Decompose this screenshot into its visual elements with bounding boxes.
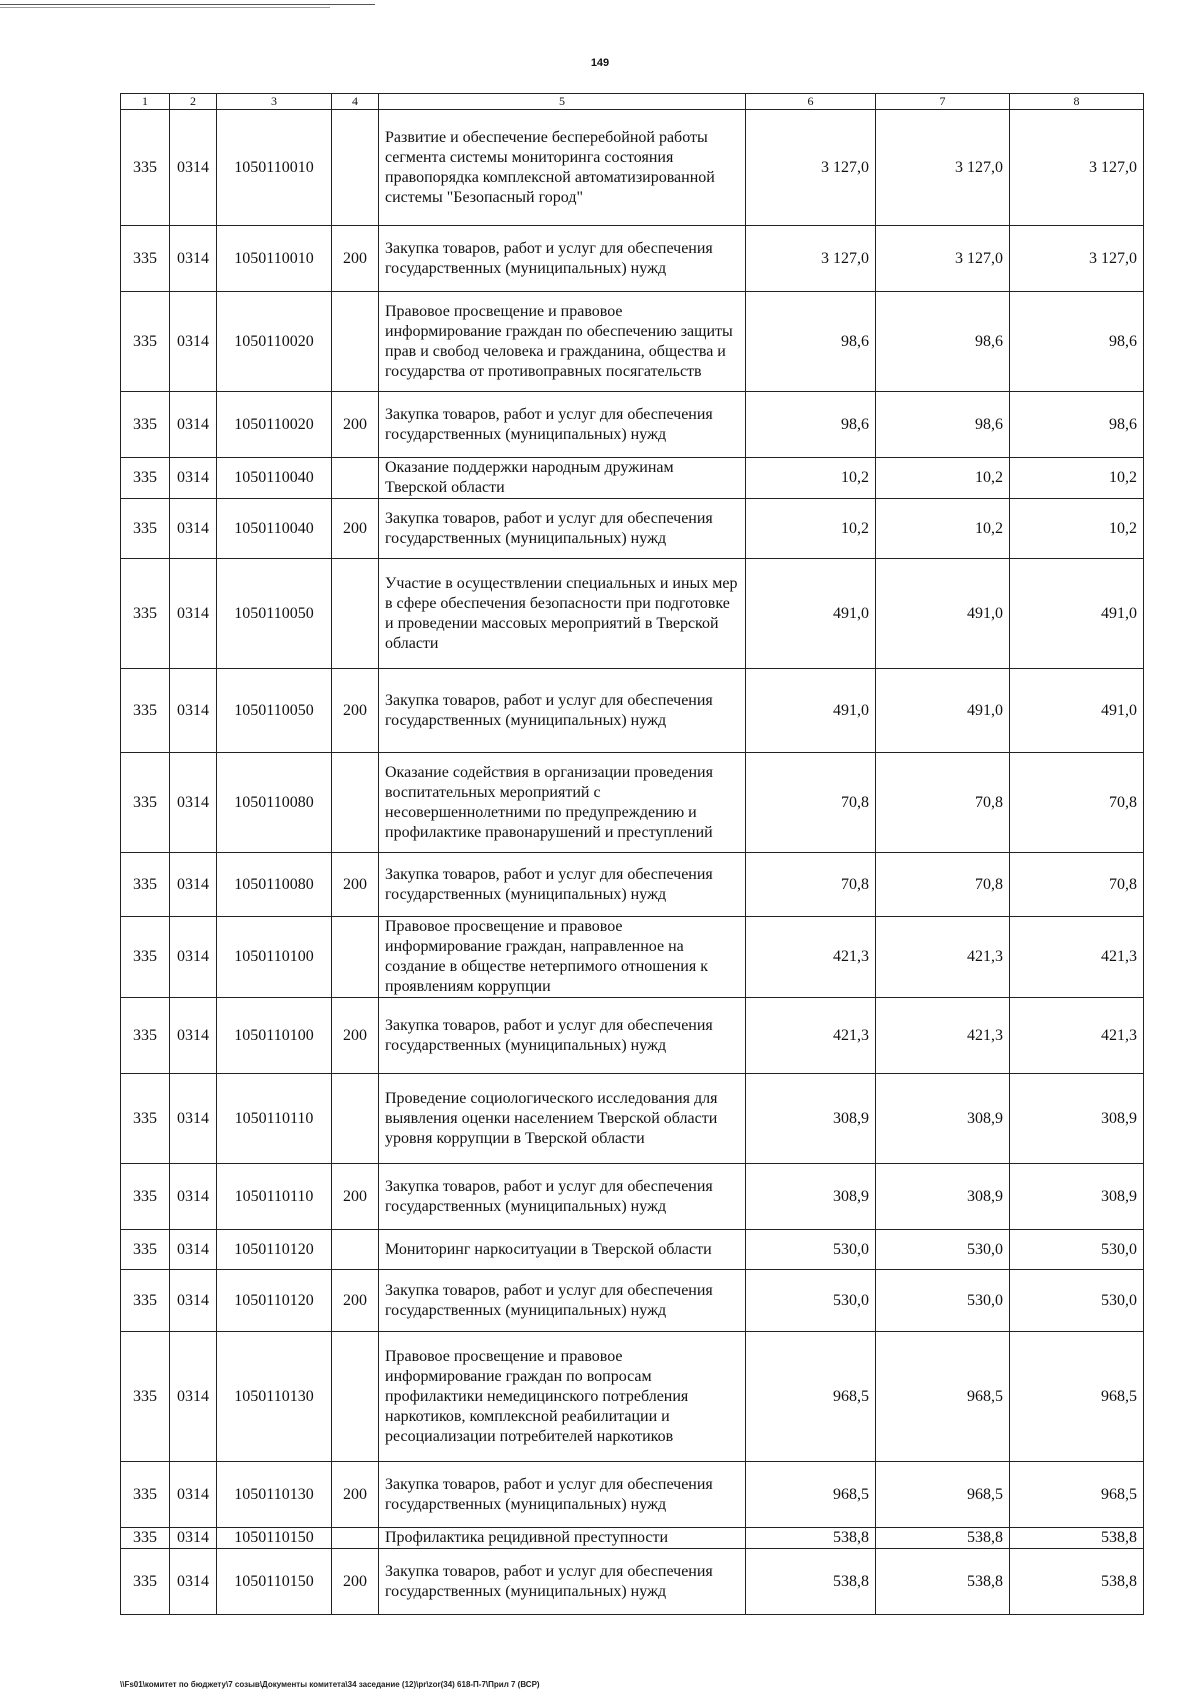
cell-amount-year3: 3 127,0: [1010, 226, 1144, 292]
cell-amount-year3: 70,8: [1010, 853, 1144, 917]
column-header: 2: [170, 94, 217, 110]
cell-form-code: 335: [121, 669, 170, 753]
cell-description: Закупка товаров, работ и услуг для обеспечения государственных (муниципальных) нужд: [379, 998, 746, 1074]
cell-amount-year1: 10,2: [746, 458, 876, 499]
table-body: [121, 110, 1144, 1615]
cell-section-code: 0314: [170, 1462, 217, 1528]
cell-section-code: 0314: [170, 1074, 217, 1164]
column-header: 4: [332, 94, 379, 110]
cell-target-article: 1050110040: [217, 458, 332, 499]
cell-description: Правовое просвещение и правовое информирование граждан по обеспечению защиты прав и свобод человека и гражданина, общества и государства от противоправных посягательств: [379, 292, 746, 392]
cell-expense-type: 200: [332, 499, 379, 559]
cell-section-code: 0314: [170, 1270, 217, 1332]
cell-amount-year2: 10,2: [876, 458, 1010, 499]
cell-description: Проведение социологического исследования для выявления оценки населением Тверской области уровня коррупции в Тверской области: [379, 1074, 746, 1164]
table-row: [121, 1549, 1144, 1615]
cell-description: Закупка товаров, работ и услуг для обеспечения государственных (муниципальных) нужд: [379, 853, 746, 917]
cell-section-code: 0314: [170, 917, 217, 998]
cell-amount-year2: 10,2: [876, 499, 1010, 559]
header-row: [121, 94, 1144, 110]
cell-section-code: 0314: [170, 1549, 217, 1615]
cell-expense-type: [332, 292, 379, 392]
cell-form-code: 335: [121, 1462, 170, 1528]
cell-target-article: 1050110050: [217, 559, 332, 669]
cell-target-article: 1050110010: [217, 226, 332, 292]
table-row: [121, 559, 1144, 669]
cell-section-code: 0314: [170, 110, 217, 226]
table-row: [121, 1528, 1144, 1549]
cell-form-code: 335: [121, 1270, 170, 1332]
cell-expense-type: [332, 1074, 379, 1164]
cell-amount-year2: 968,5: [876, 1332, 1010, 1462]
cell-amount-year1: 308,9: [746, 1074, 876, 1164]
cell-amount-year2: 530,0: [876, 1270, 1010, 1332]
cell-amount-year1: 491,0: [746, 559, 876, 669]
cell-amount-year1: 421,3: [746, 917, 876, 998]
table-row: [121, 853, 1144, 917]
cell-description: Развитие и обеспечение бесперебойной работы сегмента системы мониторинга состояния правопорядка комплексной автоматизированной системы "Безопасный город": [379, 110, 746, 226]
cell-expense-type: 200: [332, 998, 379, 1074]
cell-amount-year3: 10,2: [1010, 499, 1144, 559]
scan-top-line: [0, 4, 375, 5]
cell-target-article: 1050110050: [217, 669, 332, 753]
cell-amount-year3: 98,6: [1010, 292, 1144, 392]
cell-amount-year1: 70,8: [746, 753, 876, 853]
cell-description: Закупка товаров, работ и услуг для обеспечения государственных (муниципальных) нужд: [379, 226, 746, 292]
cell-expense-type: 200: [332, 392, 379, 458]
table-row: [121, 998, 1144, 1074]
cell-amount-year2: 491,0: [876, 559, 1010, 669]
cell-amount-year3: 70,8: [1010, 753, 1144, 853]
cell-target-article: 1050110020: [217, 392, 332, 458]
column-header: 1: [121, 94, 170, 110]
cell-section-code: 0314: [170, 226, 217, 292]
table-row: [121, 1462, 1144, 1528]
cell-amount-year2: 530,0: [876, 1230, 1010, 1270]
cell-section-code: 0314: [170, 1230, 217, 1270]
cell-target-article: 1050110110: [217, 1164, 332, 1230]
table-row: [121, 1230, 1144, 1270]
cell-description: Закупка товаров, работ и услуг для обеспечения государственных (муниципальных) нужд: [379, 499, 746, 559]
cell-description: Оказание поддержки народным дружинам Тверской области: [379, 458, 746, 499]
cell-form-code: 335: [121, 1074, 170, 1164]
cell-form-code: 335: [121, 917, 170, 998]
cell-amount-year1: 308,9: [746, 1164, 876, 1230]
cell-amount-year2: 308,9: [876, 1164, 1010, 1230]
cell-form-code: 335: [121, 559, 170, 669]
cell-description: Закупка товаров, работ и услуг для обеспечения государственных (муниципальных) нужд: [379, 1164, 746, 1230]
cell-form-code: 335: [121, 853, 170, 917]
cell-amount-year1: 491,0: [746, 669, 876, 753]
file-path-footer: \\Fs01\комитет по бюджету\7 созыв\Документы комитета\34 заседание (12)\pr\zor(34) 618-П-7\Прил 7 (ВСР): [120, 1680, 540, 1689]
cell-amount-year2: 70,8: [876, 853, 1010, 917]
cell-amount-year2: 98,6: [876, 292, 1010, 392]
cell-target-article: 1050110130: [217, 1462, 332, 1528]
cell-amount-year2: 3 127,0: [876, 226, 1010, 292]
cell-amount-year1: 421,3: [746, 998, 876, 1074]
cell-target-article: 1050110040: [217, 499, 332, 559]
cell-target-article: 1050110120: [217, 1270, 332, 1332]
column-header: 7: [876, 94, 1010, 110]
cell-amount-year2: 308,9: [876, 1074, 1010, 1164]
cell-section-code: 0314: [170, 559, 217, 669]
cell-section-code: 0314: [170, 669, 217, 753]
cell-section-code: 0314: [170, 1332, 217, 1462]
cell-section-code: 0314: [170, 1164, 217, 1230]
cell-amount-year1: 10,2: [746, 499, 876, 559]
cell-description: Закупка товаров, работ и услуг для обеспечения государственных (муниципальных) нужд: [379, 1270, 746, 1332]
cell-amount-year1: 968,5: [746, 1462, 876, 1528]
cell-form-code: 335: [121, 1230, 170, 1270]
table-row: [121, 1332, 1144, 1462]
cell-form-code: 335: [121, 292, 170, 392]
cell-form-code: 335: [121, 226, 170, 292]
cell-amount-year3: 10,2: [1010, 458, 1144, 499]
cell-amount-year3: 530,0: [1010, 1230, 1144, 1270]
cell-section-code: 0314: [170, 392, 217, 458]
table-row: [121, 1074, 1144, 1164]
cell-amount-year3: 530,0: [1010, 1270, 1144, 1332]
cell-expense-type: [332, 110, 379, 226]
cell-amount-year1: 968,5: [746, 1332, 876, 1462]
table-row: [121, 917, 1144, 998]
cell-form-code: 335: [121, 110, 170, 226]
cell-form-code: 335: [121, 1528, 170, 1549]
cell-expense-type: [332, 1332, 379, 1462]
cell-amount-year3: 491,0: [1010, 559, 1144, 669]
cell-amount-year3: 491,0: [1010, 669, 1144, 753]
cell-form-code: 335: [121, 998, 170, 1074]
cell-target-article: 1050110110: [217, 1074, 332, 1164]
cell-description: Правовое просвещение и правовое информирование граждан, направленное на создание в обществе нетерпимого отношения к проявлениям коррупции: [379, 917, 746, 998]
cell-expense-type: [332, 1528, 379, 1549]
cell-target-article: 1050110080: [217, 753, 332, 853]
cell-amount-year2: 968,5: [876, 1462, 1010, 1528]
table-row: [121, 1270, 1144, 1332]
table-row: [121, 1164, 1144, 1230]
cell-expense-type: 200: [332, 226, 379, 292]
cell-amount-year3: 538,8: [1010, 1549, 1144, 1615]
table-row: [121, 669, 1144, 753]
cell-expense-type: 200: [332, 1164, 379, 1230]
cell-form-code: 335: [121, 392, 170, 458]
cell-description: Профилактика рецидивной преступности: [379, 1528, 746, 1549]
cell-target-article: 1050110100: [217, 917, 332, 998]
cell-section-code: 0314: [170, 292, 217, 392]
cell-section-code: 0314: [170, 753, 217, 853]
cell-expense-type: [332, 917, 379, 998]
cell-expense-type: 200: [332, 853, 379, 917]
cell-expense-type: [332, 1230, 379, 1270]
table-row: [121, 110, 1144, 226]
cell-form-code: 335: [121, 753, 170, 853]
cell-expense-type: 200: [332, 669, 379, 753]
table-row: [121, 226, 1144, 292]
cell-form-code: 335: [121, 1332, 170, 1462]
table-row: [121, 499, 1144, 559]
cell-amount-year3: 968,5: [1010, 1332, 1144, 1462]
table-row: [121, 458, 1144, 499]
cell-target-article: 1050110020: [217, 292, 332, 392]
cell-amount-year2: 98,6: [876, 392, 1010, 458]
cell-form-code: 335: [121, 1164, 170, 1230]
cell-amount-year3: 968,5: [1010, 1462, 1144, 1528]
cell-target-article: 1050110120: [217, 1230, 332, 1270]
cell-expense-type: [332, 559, 379, 669]
cell-amount-year3: 3 127,0: [1010, 110, 1144, 226]
cell-section-code: 0314: [170, 499, 217, 559]
cell-amount-year3: 421,3: [1010, 998, 1144, 1074]
cell-amount-year1: 530,0: [746, 1270, 876, 1332]
cell-amount-year3: 538,8: [1010, 1528, 1144, 1549]
cell-expense-type: 200: [332, 1549, 379, 1615]
cell-amount-year1: 3 127,0: [746, 226, 876, 292]
cell-form-code: 335: [121, 1549, 170, 1615]
budget-table: [120, 93, 1144, 1615]
cell-amount-year3: 308,9: [1010, 1164, 1144, 1230]
cell-amount-year2: 3 127,0: [876, 110, 1010, 226]
cell-amount-year1: 70,8: [746, 853, 876, 917]
cell-amount-year2: 70,8: [876, 753, 1010, 853]
cell-amount-year1: 538,8: [746, 1528, 876, 1549]
cell-amount-year2: 421,3: [876, 917, 1010, 998]
cell-section-code: 0314: [170, 458, 217, 499]
cell-amount-year1: 530,0: [746, 1230, 876, 1270]
cell-amount-year1: 538,8: [746, 1549, 876, 1615]
cell-amount-year3: 308,9: [1010, 1074, 1144, 1164]
cell-description: Закупка товаров, работ и услуг для обеспечения государственных (муниципальных) нужд: [379, 669, 746, 753]
cell-section-code: 0314: [170, 1528, 217, 1549]
table-row: [121, 392, 1144, 458]
cell-amount-year1: 98,6: [746, 392, 876, 458]
table-row: [121, 292, 1144, 392]
cell-target-article: 1050110010: [217, 110, 332, 226]
cell-amount-year2: 538,8: [876, 1528, 1010, 1549]
cell-amount-year3: 421,3: [1010, 917, 1144, 998]
cell-description: Закупка товаров, работ и услуг для обеспечения государственных (муниципальных) нужд: [379, 1462, 746, 1528]
scan-top-line-secondary: [0, 7, 330, 8]
cell-form-code: 335: [121, 499, 170, 559]
cell-target-article: 1050110150: [217, 1528, 332, 1549]
cell-expense-type: 200: [332, 1462, 379, 1528]
column-header: 6: [746, 94, 876, 110]
cell-target-article: 1050110130: [217, 1332, 332, 1462]
cell-target-article: 1050110080: [217, 853, 332, 917]
cell-description: Мониторинг наркоситуации в Тверской области: [379, 1230, 746, 1270]
cell-description: Закупка товаров, работ и услуг для обеспечения государственных (муниципальных) нужд: [379, 1549, 746, 1615]
cell-amount-year2: 421,3: [876, 998, 1010, 1074]
cell-target-article: 1050110150: [217, 1549, 332, 1615]
column-header: 5: [379, 94, 746, 110]
cell-description: Закупка товаров, работ и услуг для обеспечения государственных (муниципальных) нужд: [379, 392, 746, 458]
cell-description: Правовое просвещение и правовое информирование граждан по вопросам профилактики немедицинского потребления наркотиков, комплексной реабилитации и ресоциализации потребителей наркотиков: [379, 1332, 746, 1462]
column-header: 8: [1010, 94, 1144, 110]
cell-expense-type: 200: [332, 1270, 379, 1332]
cell-amount-year2: 538,8: [876, 1549, 1010, 1615]
cell-expense-type: [332, 753, 379, 853]
cell-description: Участие в осуществлении специальных и иных мер в сфере обеспечения безопасности при подготовке и проведении массовых мероприятий в Тверской области: [379, 559, 746, 669]
page-number: 149: [590, 57, 610, 69]
cell-amount-year1: 3 127,0: [746, 110, 876, 226]
cell-section-code: 0314: [170, 853, 217, 917]
cell-form-code: 335: [121, 458, 170, 499]
cell-amount-year3: 98,6: [1010, 392, 1144, 458]
cell-amount-year2: 491,0: [876, 669, 1010, 753]
column-header: 3: [217, 94, 332, 110]
table-row: [121, 753, 1144, 853]
cell-amount-year1: 98,6: [746, 292, 876, 392]
cell-description: Оказание содействия в организации проведения воспитательных мероприятий с несовершеннолетними по предупреждению и профилактике правонарушений и преступлений: [379, 753, 746, 853]
cell-section-code: 0314: [170, 998, 217, 1074]
cell-target-article: 1050110100: [217, 998, 332, 1074]
cell-expense-type: [332, 458, 379, 499]
